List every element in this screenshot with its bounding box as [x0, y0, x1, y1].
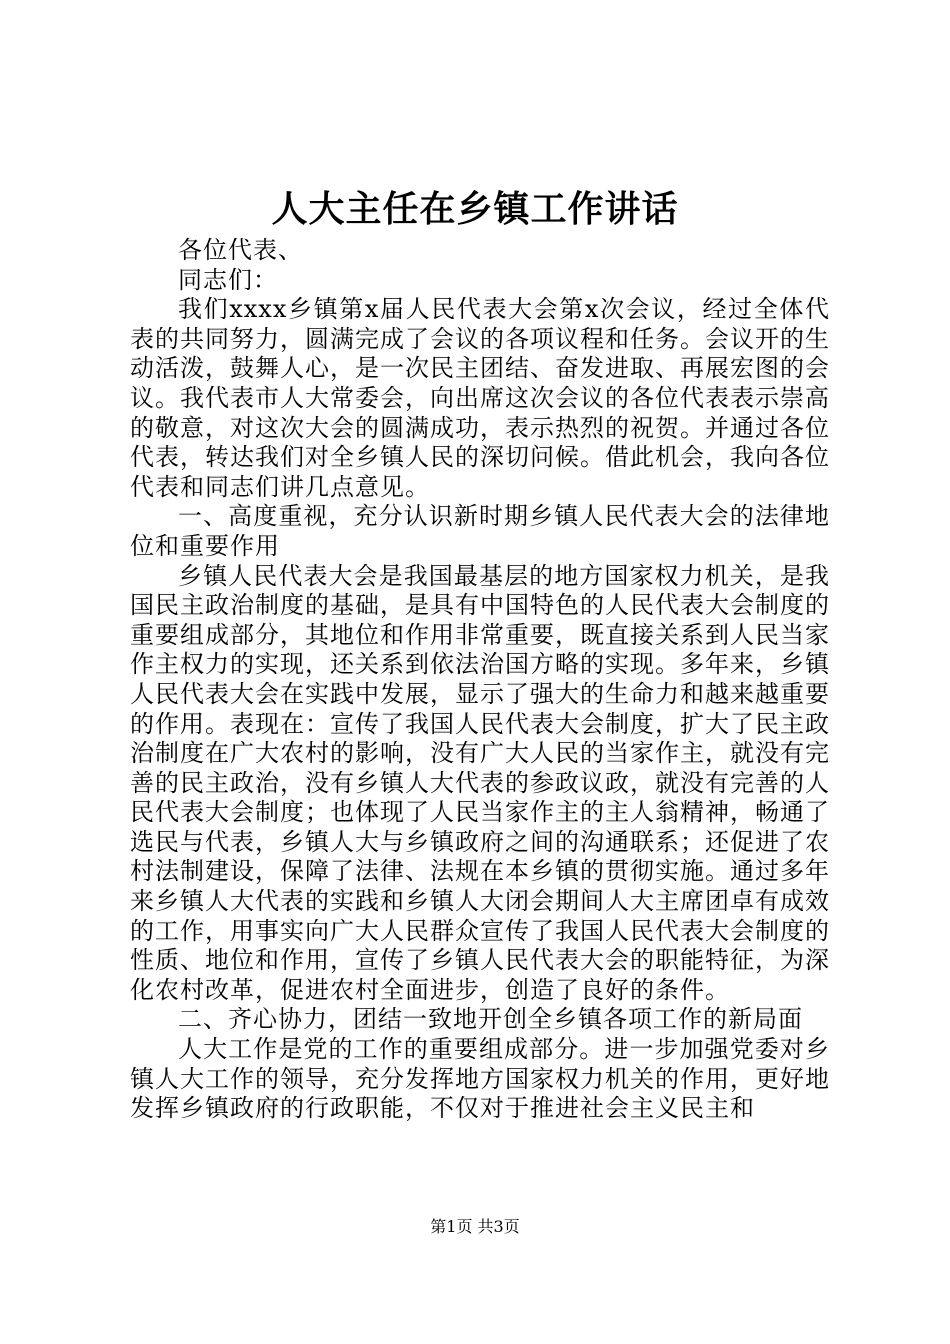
- section-heading-2: 二、齐心协力，团结一致地开创全乡镇各项工作的新局面: [178, 1005, 803, 1034]
- section-heading-1: 一、高度重视，充分认识新时期乡镇人民代表大会的法律地位和重要作用: [130, 502, 830, 560]
- page-footer: 第1页 共3页: [430, 1217, 520, 1236]
- section-1-paragraph: 乡镇人民代表大会是我国最基层的地方国家权力机关，是我国民主政治制度的基础，是具有中国特色的人民代表大会制度的重要组成部分，其地位和作用非常重要，既直接关系到人民当家作主权力的实现，还关系到依法治国方略的实现。多年来，乡镇人民代表大会在实践中发展，显示了强大的生命力和越来越重要的作用。表现在：宣传了我国人民代表大会制度，扩大了民主政治制度在广大农村的影响，没有广大人民的当家作主，就没有完善的民主政治，没有乡镇人大代表的参政议政，就没有完善的人民代表大会制度；也体现了人民当家作主的主人翁精神，畅通了选民与代表，乡镇人大与乡镇政府之间的沟通联系；还促进了农村法制建设，保障了法律、法规在本乡镇的贯彻实施。通过多年来乡镇人大代表的实践和乡镇人大闭会期间人大主席团卓有成效的工作，用事实向广大人民群众宣传了我国人民代表大会制度的性质、地位和作用，宣传了乡镇人民代表大会的职能特征，为深化农村改革，促进农村全面进步，创造了良好的条件。: [130, 561, 830, 1004]
- document-title: 人大主任在乡镇工作讲话: [271, 188, 679, 230]
- document-body: [130, 236, 830, 1124]
- salutation-line-2: 同志们：: [178, 265, 278, 294]
- salutation-line-1: 各位代表、: [178, 236, 303, 264]
- section-2-paragraph: 人大工作是党的工作的重要组成部分。进一步加强党委对乡镇人大工作的领导，充分发挥地方国家权力机关的作用，更好地发挥乡镇政府的行政职能，不仅对于推进社会主义民主和: [130, 1035, 830, 1123]
- opening-paragraph: 我们xxxx乡镇第x届人民代表大会第x次会议，经过全体代表的共同努力，圆满完成了会议的各项议程和任务。会议开的生动活泼，鼓舞人心，是一次民主团结、奋发进取、再展宏图的会议。我代表市人大常委会，向出席这次会议的各位代表表示崇高的敬意，对这次大会的圆满成功，表示热烈的祝贺。并通过各位代表，转达我们对全乡镇人民的深切问候。借此机会，我向各位代表和同志们讲几点意见。: [130, 295, 830, 501]
